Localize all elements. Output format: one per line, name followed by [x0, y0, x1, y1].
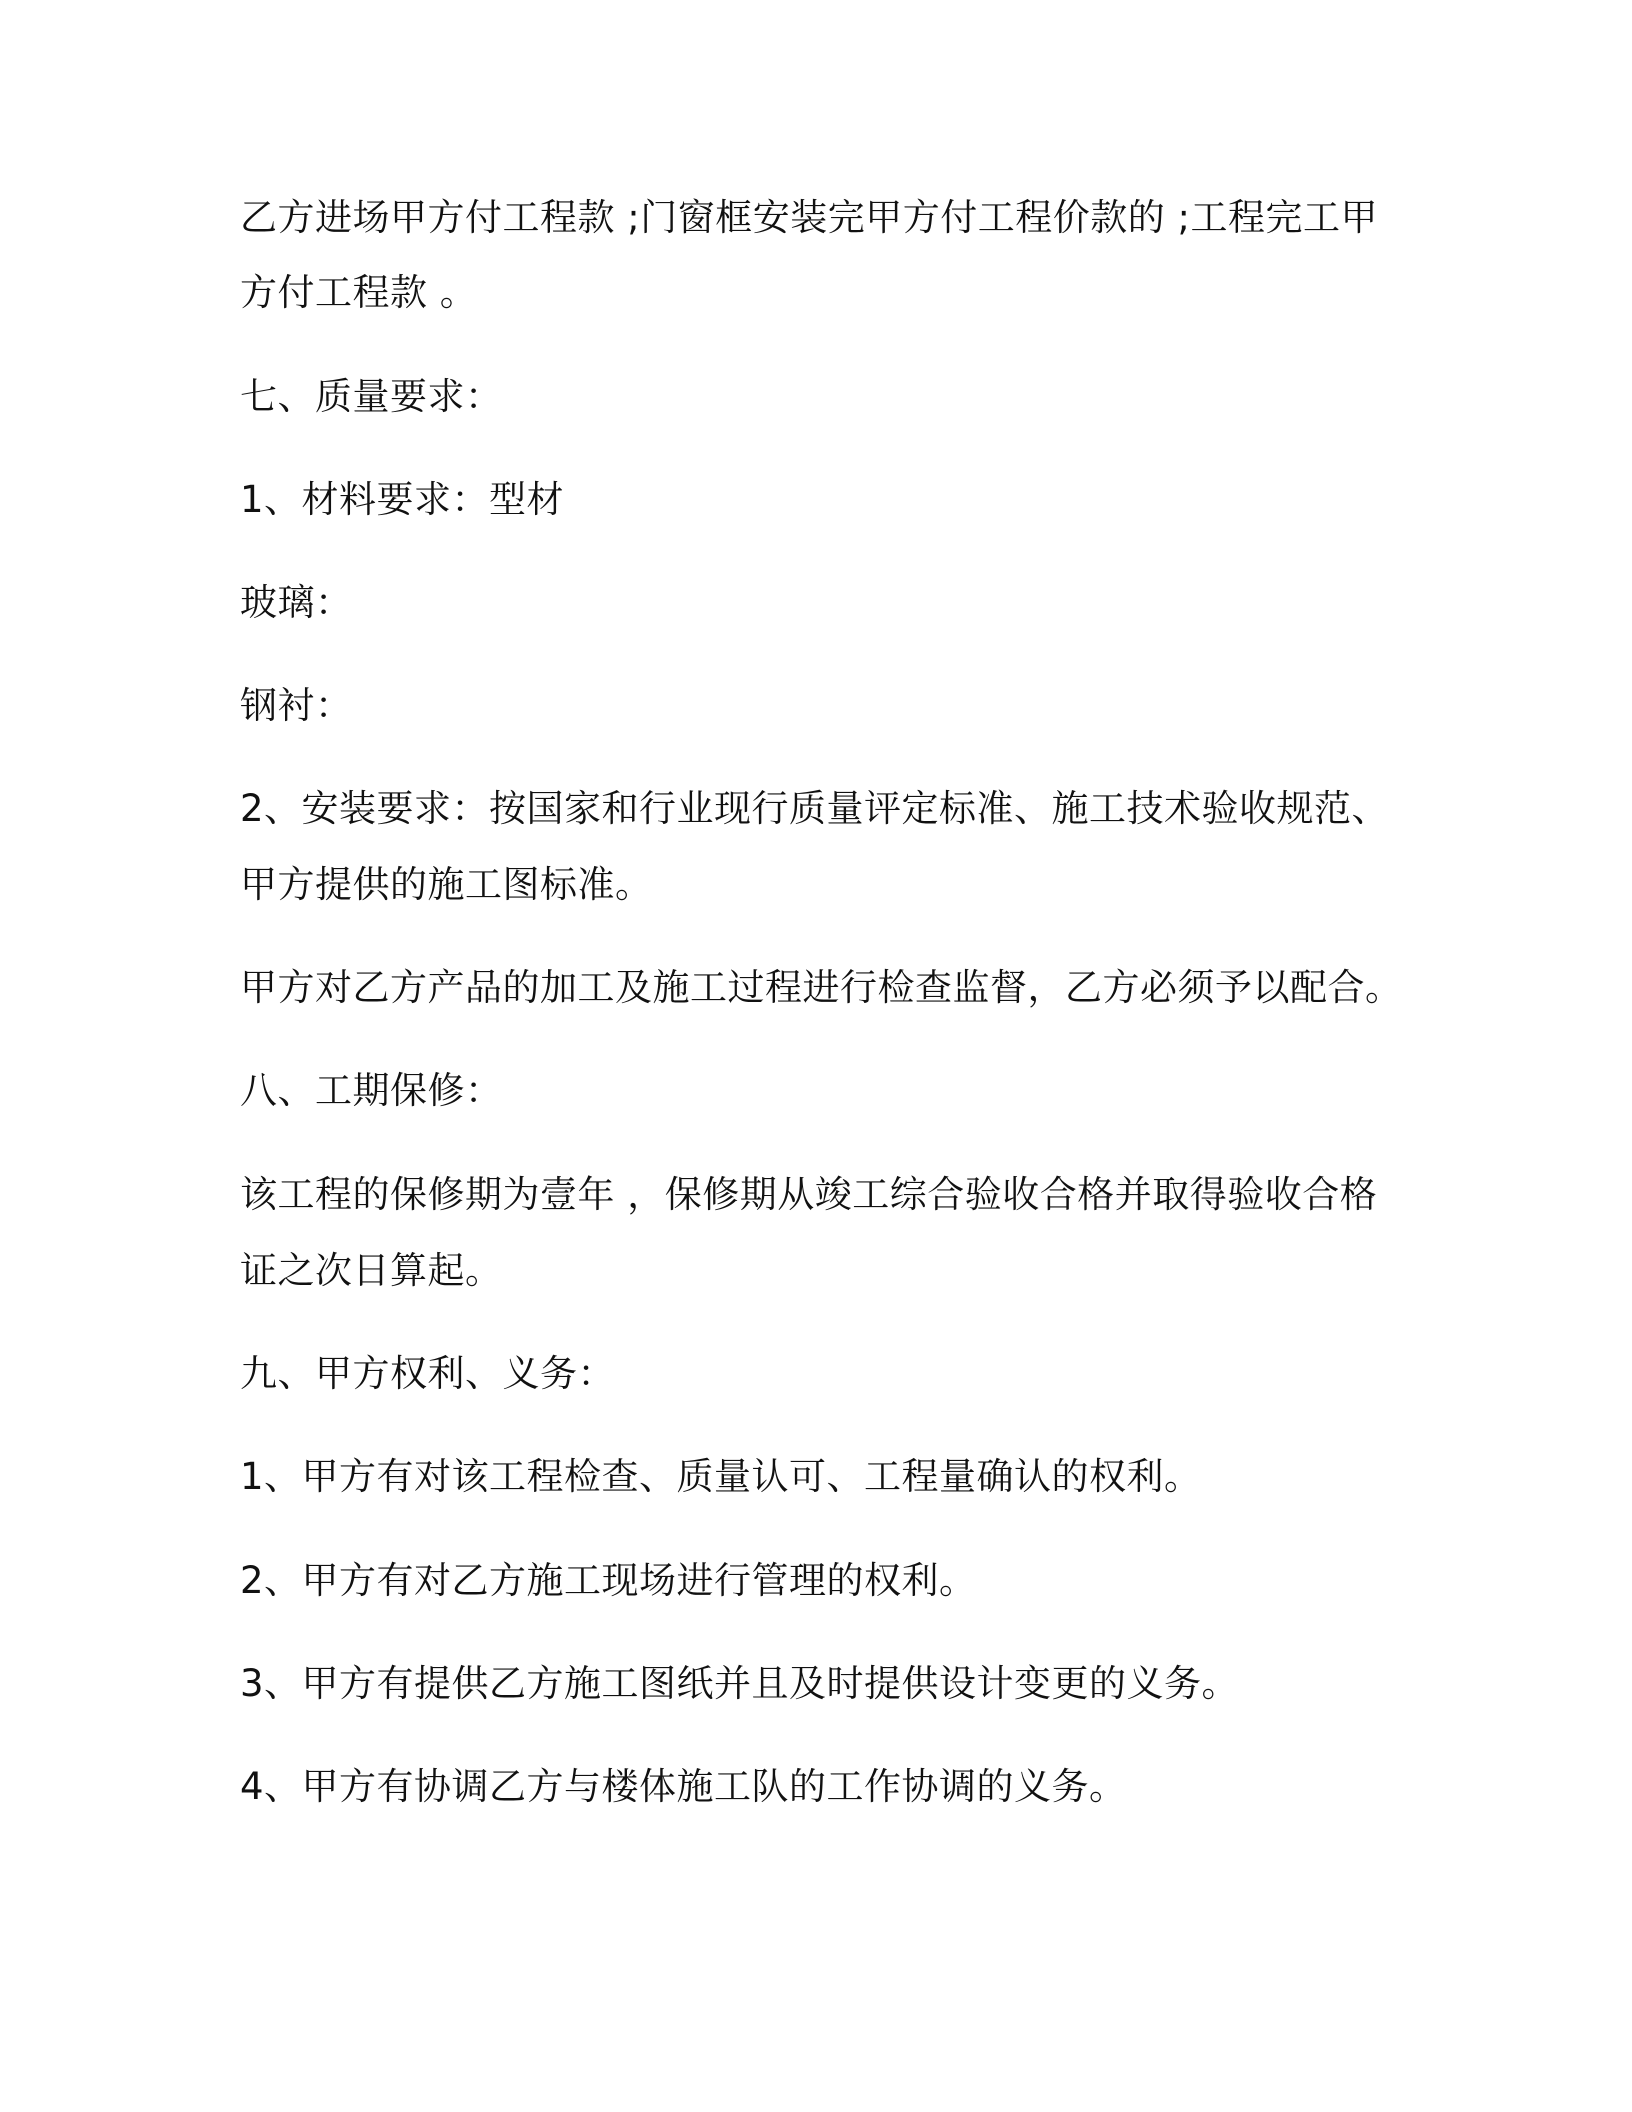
steel-lining-line: 钢衬： [240, 684, 353, 727]
warranty-period-line-2: 证之次日算起。 [240, 1249, 503, 1292]
installation-requirement-line-2: 甲方提供的施工图标准。 [240, 863, 653, 906]
inspection-cooperation-line: 甲方对乙方产品的加工及施工过程进行检查监督，乙方必须予以配合。 [240, 966, 1403, 1009]
section-heading-quality: 七、质量要求： [240, 375, 503, 418]
section-heading-warranty: 八、工期保修： [240, 1069, 503, 1112]
installation-requirement-line-1: 2、安装要求：按国家和行业现行质量评定标准、施工技术验收规范、 [240, 787, 1390, 830]
party-a-obligation-item-3: 3、甲方有提供乙方施工图纸并且及时提供设计变更的义务。 [240, 1662, 1240, 1705]
warranty-period-line-1: 该工程的保修期为壹年 ，保修期从竣工综合验收合格并取得验收合格 [240, 1173, 1378, 1216]
material-requirement-line: 1、材料要求：型材 [240, 478, 565, 521]
section-heading-party-a-rights: 九、甲方权利、义务： [240, 1352, 615, 1395]
party-a-obligation-item-4: 4、甲方有协调乙方与楼体施工队的工作协调的义务。 [240, 1765, 1127, 1808]
payment-terms-line-1: 乙方进场甲方付工程款 ;门窗框安装完甲方付工程价款的 ;工程完工甲 [240, 196, 1378, 239]
glass-line: 玻璃： [240, 581, 353, 624]
party-a-right-item-1: 1、甲方有对该工程检查、质量认可、工程量确认的权利。 [240, 1455, 1202, 1498]
party-a-right-item-2: 2、甲方有对乙方施工现场进行管理的权利。 [240, 1559, 977, 1602]
payment-terms-line-2: 方付工程款 。 [240, 271, 478, 314]
